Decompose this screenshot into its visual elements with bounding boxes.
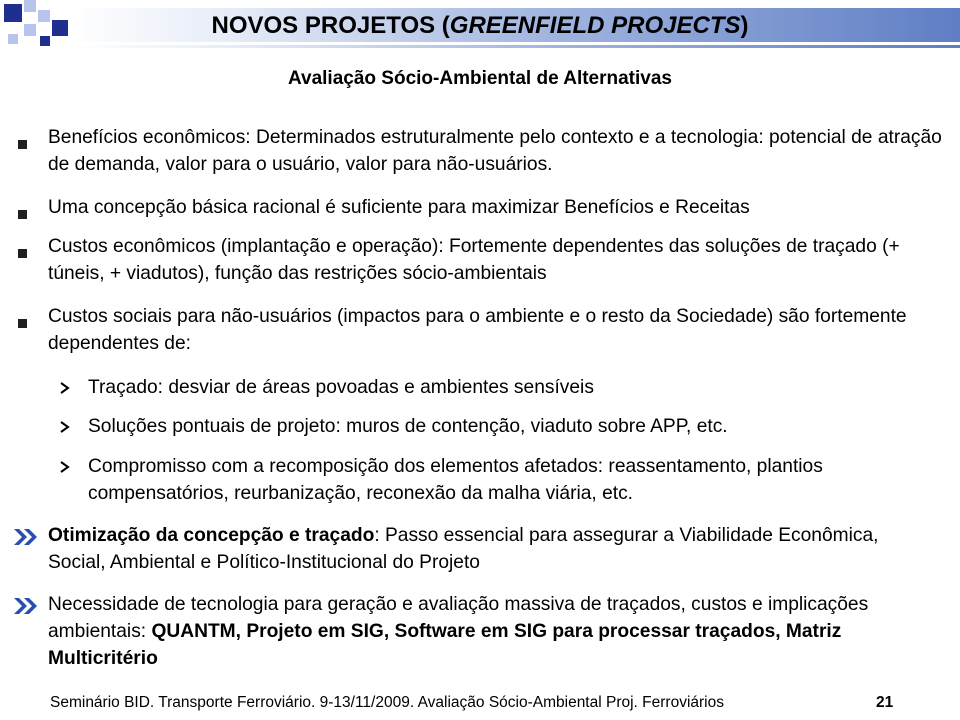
sub-list-item-text: Compromisso com a recomposição dos elementos afetados: reassentamento, plantios compensatórios, reurbanização, reconexão da malha viária, etc. xyxy=(88,456,823,504)
list-item-text xyxy=(48,522,928,576)
chevron-right-icon xyxy=(58,381,72,395)
footer-text: Seminário BID. Transporte Ferroviário. 9-13/11/2009. Avaliação Sócio-Ambiental Proj. Ferroviários xyxy=(50,694,724,711)
list-item xyxy=(48,591,948,672)
list-item-text: Custos econômicos (implantação e operação): Fortemente dependentes das soluções de traçado (+ túneis, + viadutos), função das restrições sócio-ambientais xyxy=(48,236,900,284)
bullet-square-icon xyxy=(18,319,27,328)
title-italic: GREENFIELD PROJECTS xyxy=(449,12,741,39)
sub-list-item-text: Traçado: desviar de áreas povoadas e ambientes sensíveis xyxy=(88,377,594,398)
list-item-bold: Otimização da concepção e traçado xyxy=(48,525,375,546)
list-item-text: Custos sociais para não-usuários (impactos para o ambiente e o resto da Sociedade) são fortemente dependentes de: xyxy=(48,306,907,354)
list-item-text xyxy=(48,591,948,672)
title-prefix: NOVOS PROJETOS ( xyxy=(211,12,450,39)
list-item xyxy=(48,124,948,178)
list-item-text: Uma concepção básica racional é suficiente para maximizar Benefícios e Receitas xyxy=(48,197,750,218)
double-arrow-icon xyxy=(14,528,40,546)
list-item xyxy=(48,522,928,576)
page-subtitle: Avaliação Sócio-Ambiental de Alternativas xyxy=(288,68,672,89)
bullet-square-icon xyxy=(18,210,27,219)
list-item-text: Benefícios econômicos: Determinados estruturalmente pelo contexto e a tecnologia: potencial de atração de demanda, valor para o usuário, valor para não-usuários. xyxy=(48,127,942,175)
chevron-right-icon xyxy=(58,460,72,474)
chevron-right-icon xyxy=(58,420,72,434)
bullet-square-icon xyxy=(18,249,27,258)
sub-list-item xyxy=(88,413,938,440)
list-item-bold: QUANTM, Projeto em SIG, Software em SIG para processar traçados, Matriz Multicritério xyxy=(48,621,842,669)
sub-list-item xyxy=(88,374,938,401)
list-item xyxy=(48,194,948,221)
list-item-rest: : Passo essencial para assegurar a Viabilidade Econômica, Social, Ambiental e Político-Institucional do Projeto xyxy=(48,525,879,573)
sub-list-item xyxy=(88,453,938,507)
list-item-rest: Necessidade de tecnologia para geração e avaliação massiva de traçados, custos e implicações ambientais: xyxy=(48,594,869,642)
list-item xyxy=(48,303,928,357)
bullet-square-icon xyxy=(18,140,27,149)
title-suffix: ) xyxy=(740,12,749,39)
sub-list-item-text: Soluções pontuais de projeto: muros de contenção, viaduto sobre APP, etc. xyxy=(88,416,728,437)
page-number: 21 xyxy=(876,694,894,711)
double-arrow-icon xyxy=(14,597,40,615)
list-item xyxy=(48,233,943,287)
